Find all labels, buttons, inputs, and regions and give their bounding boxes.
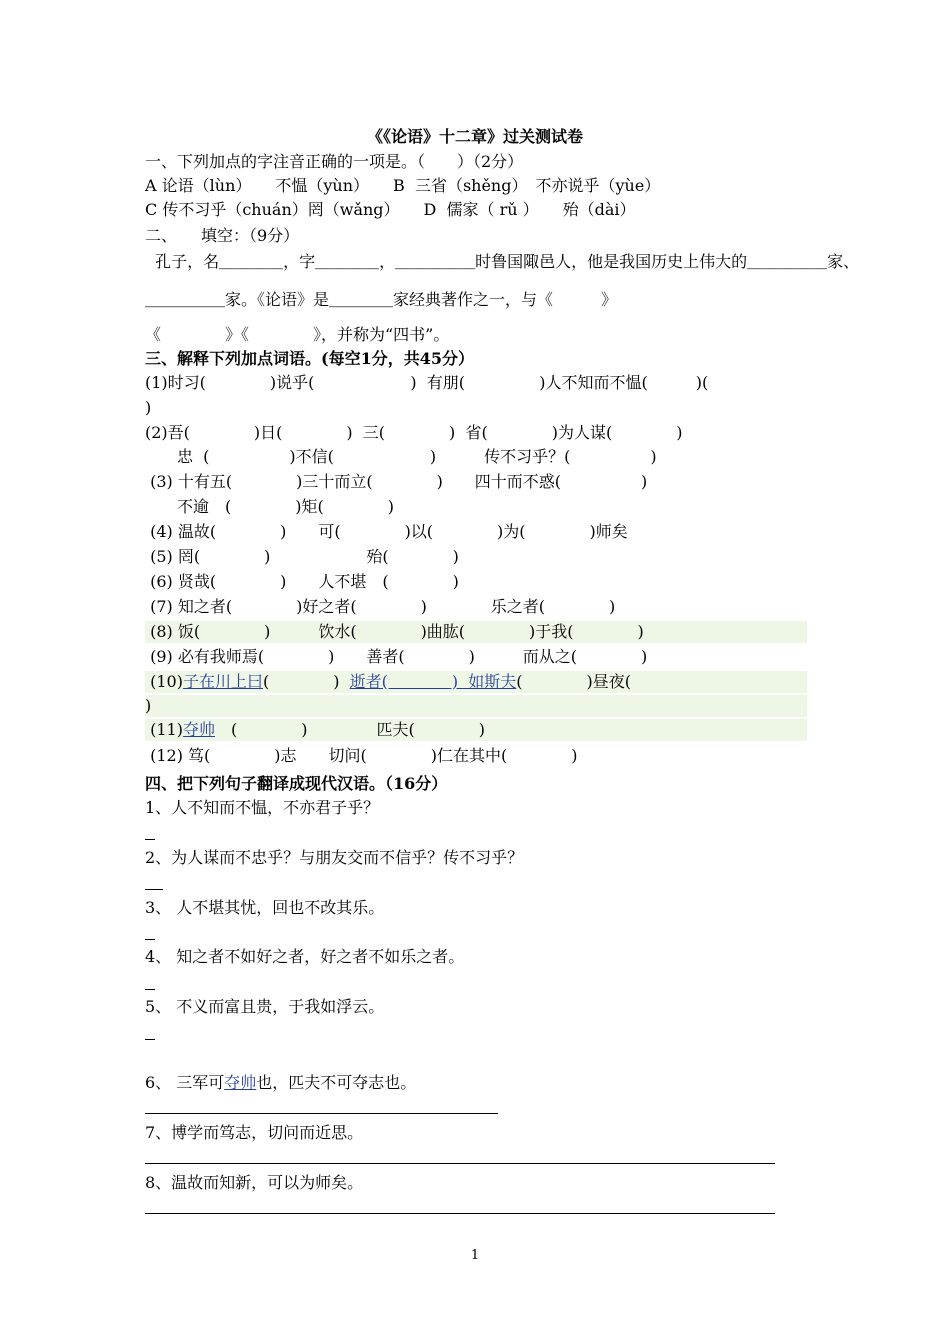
q4-stem: 四、把下列句子翻译成现代汉语。（16分） (145, 774, 448, 793)
answer-line (145, 1163, 775, 1164)
answer-line (145, 1113, 498, 1114)
q3-row: (4) 温故( ) 可( )以( )为( )师矣 (145, 522, 628, 541)
q3-row: (6) 贤哉( ) 人不堪 ( ) (145, 572, 459, 591)
q3-row: ) (145, 695, 807, 717)
q3-stem: 三、解释下列加点词语。(每空1分，共45分） (145, 349, 474, 368)
q3-row: 不逾 ( )矩( ) (145, 497, 394, 516)
q3-row: ) (145, 398, 152, 417)
row-10-text-2: ( )昼夜( (516, 672, 632, 691)
row-10-link-2[interactable]: 逝者( ) 如斯夫 (349, 672, 517, 691)
q3-row: (7) 知之者( )好之者( ) 乐之者( ) (145, 597, 616, 616)
q2-line-2: ＿＿＿＿＿家。《论语》是＿＿＿＿家经典著作之一，与《 》 (145, 290, 618, 309)
answer-line (145, 1213, 775, 1214)
q4-item: 4、 知之者不如好之者，好之者不如乐之者。 (145, 947, 465, 966)
q4-item-6 (145, 1072, 416, 1094)
q1-options-ab: A 论语（lùn） 不愠（yùn） B 三省（shěng） 不亦说乎（yùe） (145, 176, 661, 195)
q3-row: (2)吾( )日( ) 三( ) 省( )为人谋( ) (145, 423, 683, 442)
answer-dash (145, 839, 155, 840)
answer-dash (145, 939, 155, 940)
q4-item: 5、 不义而富且贵，于我如浮云。 (145, 997, 385, 1016)
q4-item: 8、温故而知新，可以为师矣。 (145, 1173, 364, 1192)
row-10-link[interactable]: 子在川上曰 (182, 672, 263, 691)
page-number: 1 (470, 1248, 480, 1263)
q3-row-highlighted: (8) 饭( ) 饮水( )曲肱( )于我( ) (145, 621, 807, 643)
q3-row: (12) 笃( )志 切问( )仁在其中( ) (145, 746, 578, 765)
q4-item: 7、博学而笃志，切问而近思。 (145, 1123, 364, 1142)
q2-stem: 二、 填空：（9分） (145, 226, 300, 245)
q3-row-10 (145, 671, 807, 693)
q1-stem: 一、下列加点的字注音正确的一项是。（ ）（2分） (145, 152, 524, 171)
row-11-text: ( ) 匹夫( ) (214, 720, 486, 739)
q3-row: (1)时习( )说乎( ) 有朋( )人不知而不愠( )( (145, 373, 709, 392)
q2-line-3: 《 》《 》，并称为“四书”。 (145, 325, 450, 344)
page-title: 《《论语》十二章》过关测试卷 (366, 127, 583, 146)
answer-dash (145, 989, 155, 990)
item-6-link[interactable]: 夺帅 (224, 1073, 257, 1092)
row-10-number: (10) (145, 672, 183, 691)
item-6-text: 6、 三军可 (145, 1073, 225, 1092)
q3-row: (3) 十有五( )三十而立( ) 四十而不惑( ) (145, 472, 648, 491)
q2-line-1: 孔子，名＿＿＿＿，字＿＿＿＿，＿＿＿＿＿时鲁国陬邑人，他是我国历史上伟大的＿＿＿＿＿家、 (145, 252, 860, 271)
row-10-text: ( ) (262, 672, 350, 691)
q1-options-cd: C 传不习乎（chuán）罔（wǎng） D 儒家（ rǔ ） 殆（dài） (145, 200, 636, 219)
q3-row: 忠 ( )不信( ) 传不习乎？( ) (145, 447, 657, 466)
item-6-tail: 也，匹夫不可夺志也。 (256, 1073, 417, 1092)
row-11-number: (11) (145, 720, 183, 739)
q3-row: (9) 必有我师焉( ) 善者( ) 而从之( ) (145, 647, 648, 666)
q3-row: (5) 罔( ) 殆( ) (145, 547, 459, 566)
q4-item: 2、为人谋而不忠乎？与朋友交而不信乎？传不习乎？ (145, 848, 524, 867)
q3-row-11 (145, 719, 807, 741)
answer-dash (145, 889, 163, 890)
q4-item: 1、人不知而不愠，不亦君子乎？ (145, 798, 380, 817)
q4-item: 3、 人不堪其忧，回也不改其乐。 (145, 898, 385, 917)
row-11-link[interactable]: 夺帅 (182, 720, 215, 739)
answer-dash (145, 1039, 155, 1040)
